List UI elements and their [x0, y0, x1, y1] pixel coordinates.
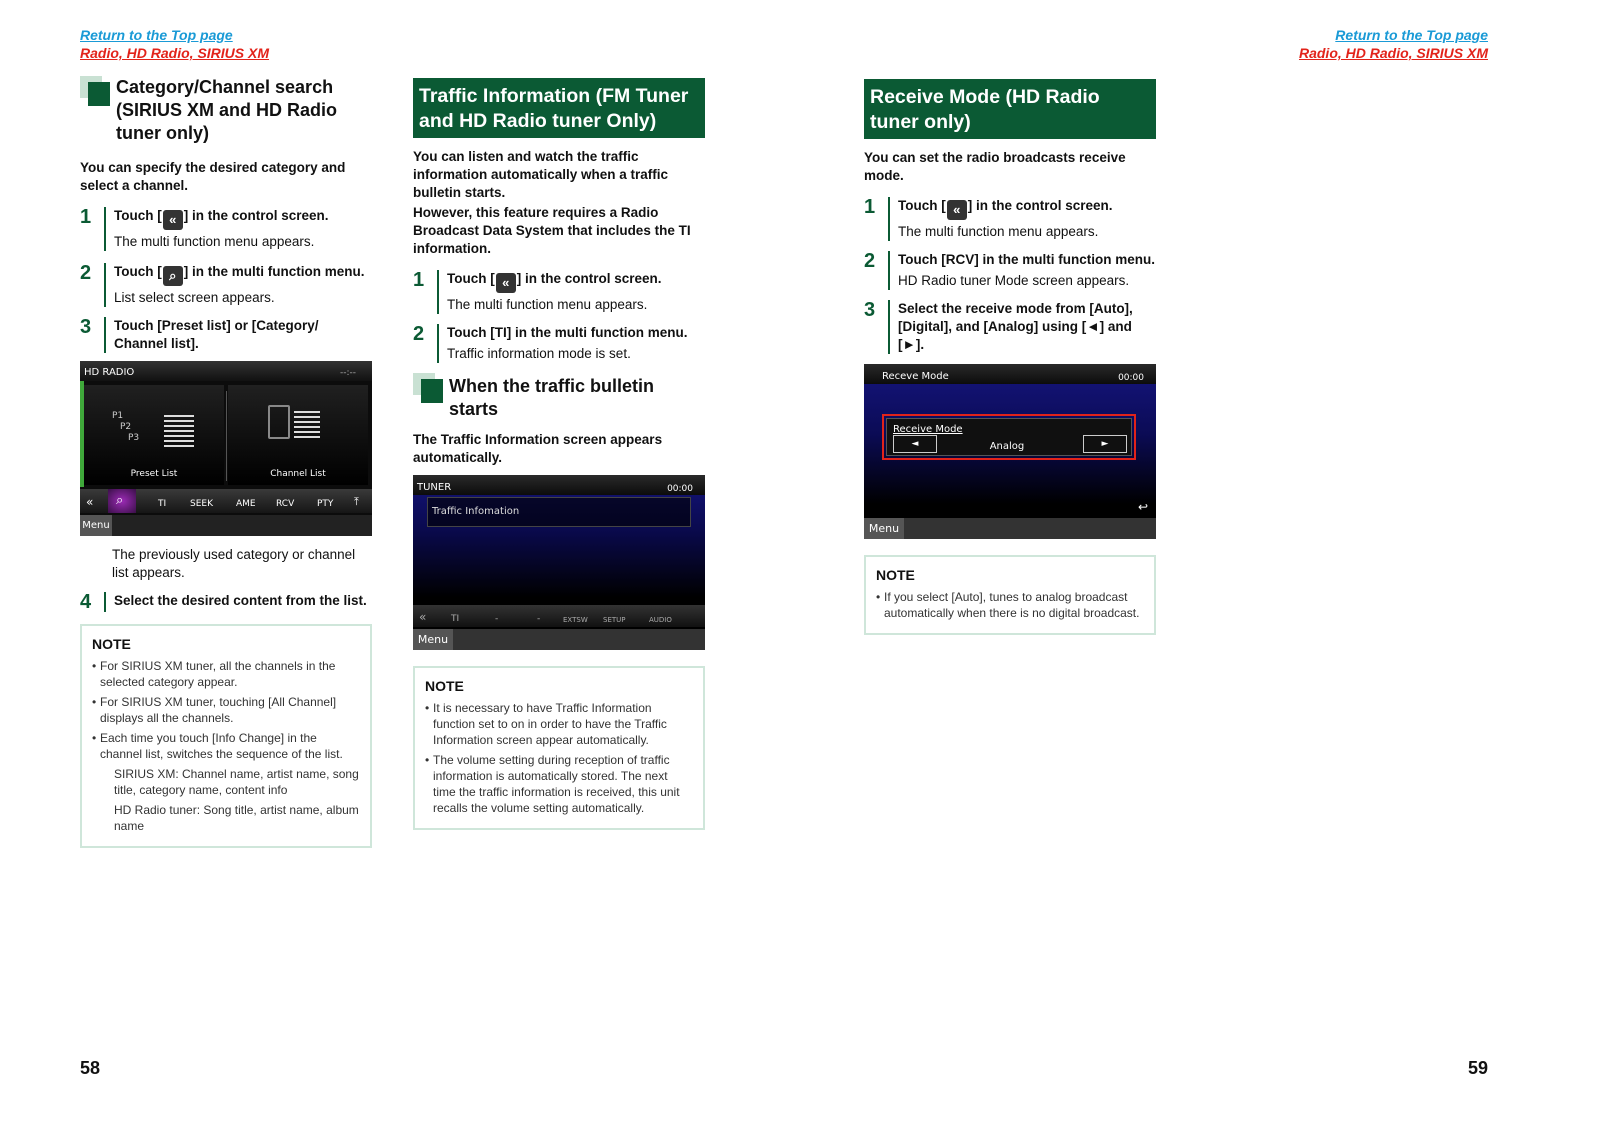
- column-category-search: [80, 76, 372, 848]
- screen-clock: --:--: [339, 368, 356, 378]
- step-2: [413, 324, 705, 363]
- section-banner: Traffic Information (FM Tuner and HD Radio tuner Only): [413, 78, 705, 138]
- after-screenshot-text: The previously used category or channel list appears.: [112, 547, 356, 580]
- intro-text: However, this feature requires a Radio Broadcast Data System that includes the TI information.: [413, 205, 691, 256]
- screen-title: TUNER: [417, 482, 452, 493]
- return-icon[interactable]: ↩: [1137, 500, 1148, 514]
- receive-mode-screenshot: [864, 364, 1156, 539]
- note-item: • For SIRIUS XM tuner, all the channels in the selected category appear.: [92, 658, 360, 690]
- step-number: 3: [80, 316, 92, 338]
- note-item: • It is necessary to have Traffic Information function set to on in order to have the Traffic Information screen appear automatically.: [425, 700, 693, 748]
- note-subitem: SIRIUS XM: Channel name, artist name, song title, category name, content info: [114, 767, 359, 797]
- step-2: [80, 263, 372, 307]
- next-arrow-button[interactable]: ►: [1083, 435, 1127, 453]
- step-text: Touch [: [114, 264, 162, 279]
- subsection-title-text: When the traffic bulletin starts: [449, 376, 654, 419]
- receive-mode-value: Analog: [989, 441, 1025, 452]
- step-text: Touch [Preset list] or [Category/ Channel list].: [114, 318, 319, 351]
- return-top-link-right[interactable]: Return to the Top page: [1335, 27, 1488, 43]
- section-link-left[interactable]: Radio, HD Radio, SIRIUS XM: [80, 45, 270, 61]
- blank-button[interactable]: -: [495, 614, 499, 624]
- list-icon: [164, 415, 194, 447]
- page-number-left: 58: [80, 1058, 101, 1078]
- preset-p2: P2: [120, 422, 132, 432]
- pty-button[interactable]: PTY: [317, 499, 334, 509]
- search-icon[interactable]: ⌕: [108, 489, 136, 513]
- intro-text: You can specify the desired category and select a channel.: [80, 160, 346, 193]
- ti-button[interactable]: TI: [451, 614, 460, 624]
- audio-button[interactable]: AUDIO: [649, 616, 672, 624]
- menu-button[interactable]: Menu: [413, 629, 453, 650]
- back-arrows-icon[interactable]: «: [419, 610, 427, 624]
- step-number: 2: [864, 250, 876, 272]
- up-arrow-icon[interactable]: ⤒: [354, 495, 359, 508]
- list-icon: [294, 411, 320, 441]
- intro-text: You can listen and watch the traffic information automatically when a traffic bulletin starts.: [413, 149, 669, 200]
- step-text: Touch [: [447, 271, 495, 286]
- step-number: 3: [864, 299, 876, 321]
- step-result: The multi function menu appears.: [114, 234, 315, 249]
- screen-title: HD RADIO: [84, 367, 135, 378]
- note-item: • The volume setting during reception of traffic information is automatically stored. The next time the traffic information is received, this unit recalls the volume setting automatically.: [425, 752, 693, 816]
- step-result: The multi function menu appears.: [898, 224, 1099, 239]
- step-3: [80, 317, 372, 353]
- step-4: [80, 592, 372, 612]
- step-result: The multi function menu appears.: [447, 297, 648, 312]
- note-subitem: HD Radio tuner: Song title, artist name, album name: [114, 803, 359, 833]
- tuner-screenshot: [413, 475, 705, 650]
- step-text: Select the desired content from the list.: [114, 593, 367, 608]
- step-text: Touch [RCV] in the multi function menu.: [898, 252, 1155, 267]
- step-number: 2: [413, 323, 425, 345]
- step-text: Touch [: [898, 198, 946, 213]
- note-box: [864, 555, 1156, 635]
- step-1: [413, 270, 705, 314]
- step-text: Select the receive mode from [Auto], [Digital], and [Analog] using [◄] and [►].: [898, 301, 1133, 352]
- step-3: [864, 300, 1156, 354]
- intro-text: The Traffic Information screen appears automatically.: [413, 432, 663, 465]
- channel-icon: [268, 405, 290, 439]
- step-result: List select screen appears.: [114, 290, 275, 305]
- page-number-right: 59: [1467, 1058, 1488, 1078]
- section-banner: Receive Mode (HD Radio tuner only): [864, 79, 1156, 139]
- prev-arrow-button[interactable]: ◄: [893, 435, 937, 453]
- preset-p1: P1: [112, 411, 124, 421]
- traffic-info-text: Traffic Infomation: [432, 506, 520, 517]
- section-marker-icon: [413, 373, 443, 403]
- back-arrows-icon[interactable]: «: [86, 495, 94, 509]
- step-text: ] in the control screen.: [967, 198, 1113, 213]
- menu-button[interactable]: Menu: [864, 518, 904, 539]
- section-title: [80, 76, 372, 145]
- note-box: [413, 666, 705, 830]
- step-result: HD Radio tuner Mode screen appears.: [898, 273, 1130, 288]
- column-traffic-information: [413, 78, 705, 830]
- step-text: ] in the control screen.: [516, 271, 662, 286]
- step-number: 1: [413, 269, 425, 291]
- screen-clock: 00:00: [667, 484, 693, 494]
- search-icon: ⌕: [163, 266, 183, 286]
- step-1: [80, 207, 372, 251]
- note-item: • For SIRIUS XM tuner, touching [All Channel] displays all the channels.: [92, 694, 360, 726]
- intro-text: You can set the radio broadcasts receive mode.: [864, 150, 1126, 183]
- column-receive-mode: [864, 79, 1156, 635]
- channel-list-button[interactable]: [228, 385, 368, 485]
- rcv-button[interactable]: RCV: [276, 499, 295, 509]
- channel-list-label: Channel List: [270, 469, 326, 479]
- section-title-text: Category/Channel search (SIRIUS XM and HD Radio tuner only): [116, 77, 338, 143]
- subsection-title: [413, 373, 705, 421]
- bottom-bar: [453, 629, 705, 650]
- step-text: ] in the control screen.: [183, 208, 329, 223]
- step-number: 1: [80, 206, 92, 228]
- section-link-right[interactable]: Radio, HD Radio, SIRIUS XM: [1298, 45, 1488, 61]
- receive-mode-label: Receive Mode: [893, 424, 963, 435]
- back-arrows-icon: «: [163, 210, 183, 230]
- note-title: NOTE: [876, 567, 915, 583]
- screen-title: Receve Mode: [882, 371, 949, 382]
- screen-title-bar: [413, 475, 705, 495]
- step-text: Touch [TI] in the multi function menu.: [447, 325, 688, 340]
- ti-button[interactable]: TI: [158, 499, 167, 509]
- seek-button[interactable]: SEEK: [190, 499, 213, 509]
- step-result: Traffic information mode is set.: [447, 346, 631, 361]
- bottom-bar: [112, 515, 372, 536]
- return-top-link-left[interactable]: Return to the Top page: [80, 27, 233, 43]
- extsw-button[interactable]: EXTSW: [563, 616, 588, 624]
- screen-clock: 00:00: [1118, 373, 1144, 383]
- setup-button[interactable]: SETUP: [603, 616, 626, 624]
- ame-button[interactable]: AME: [236, 499, 256, 509]
- receive-mode-control: [886, 418, 1132, 456]
- step-number: 2: [80, 262, 92, 284]
- blank-button[interactable]: -: [537, 614, 541, 624]
- step-2: [864, 251, 1156, 290]
- step-text: ] in the multi function menu.: [183, 264, 365, 279]
- step-text: Touch [: [114, 208, 162, 223]
- back-arrows-icon: «: [496, 273, 516, 293]
- note-title: NOTE: [425, 678, 464, 694]
- menu-button[interactable]: Menu: [80, 515, 112, 536]
- back-arrows-icon: «: [947, 200, 967, 220]
- note-title: NOTE: [92, 636, 131, 652]
- traffic-info-panel: [427, 497, 691, 527]
- step-1: [864, 197, 1156, 241]
- divider: [226, 391, 227, 481]
- preset-list-button[interactable]: [84, 385, 224, 485]
- note-item: • If you select [Auto], tunes to analog broadcast automatically when there is no digital broadcast.: [876, 589, 1144, 621]
- step-number: 4: [80, 591, 92, 613]
- step-number: 1: [864, 196, 876, 218]
- section-marker-icon: [80, 76, 110, 106]
- bottom-bar: [904, 518, 1156, 539]
- hd-radio-screenshot: [80, 361, 372, 536]
- note-box: [80, 624, 372, 848]
- note-item: • Each time you touch [Info Change] in the channel list, switches the sequence of the list.: [92, 730, 360, 762]
- preset-p3: P3: [128, 433, 140, 443]
- preset-list-label: Preset List: [130, 469, 178, 479]
